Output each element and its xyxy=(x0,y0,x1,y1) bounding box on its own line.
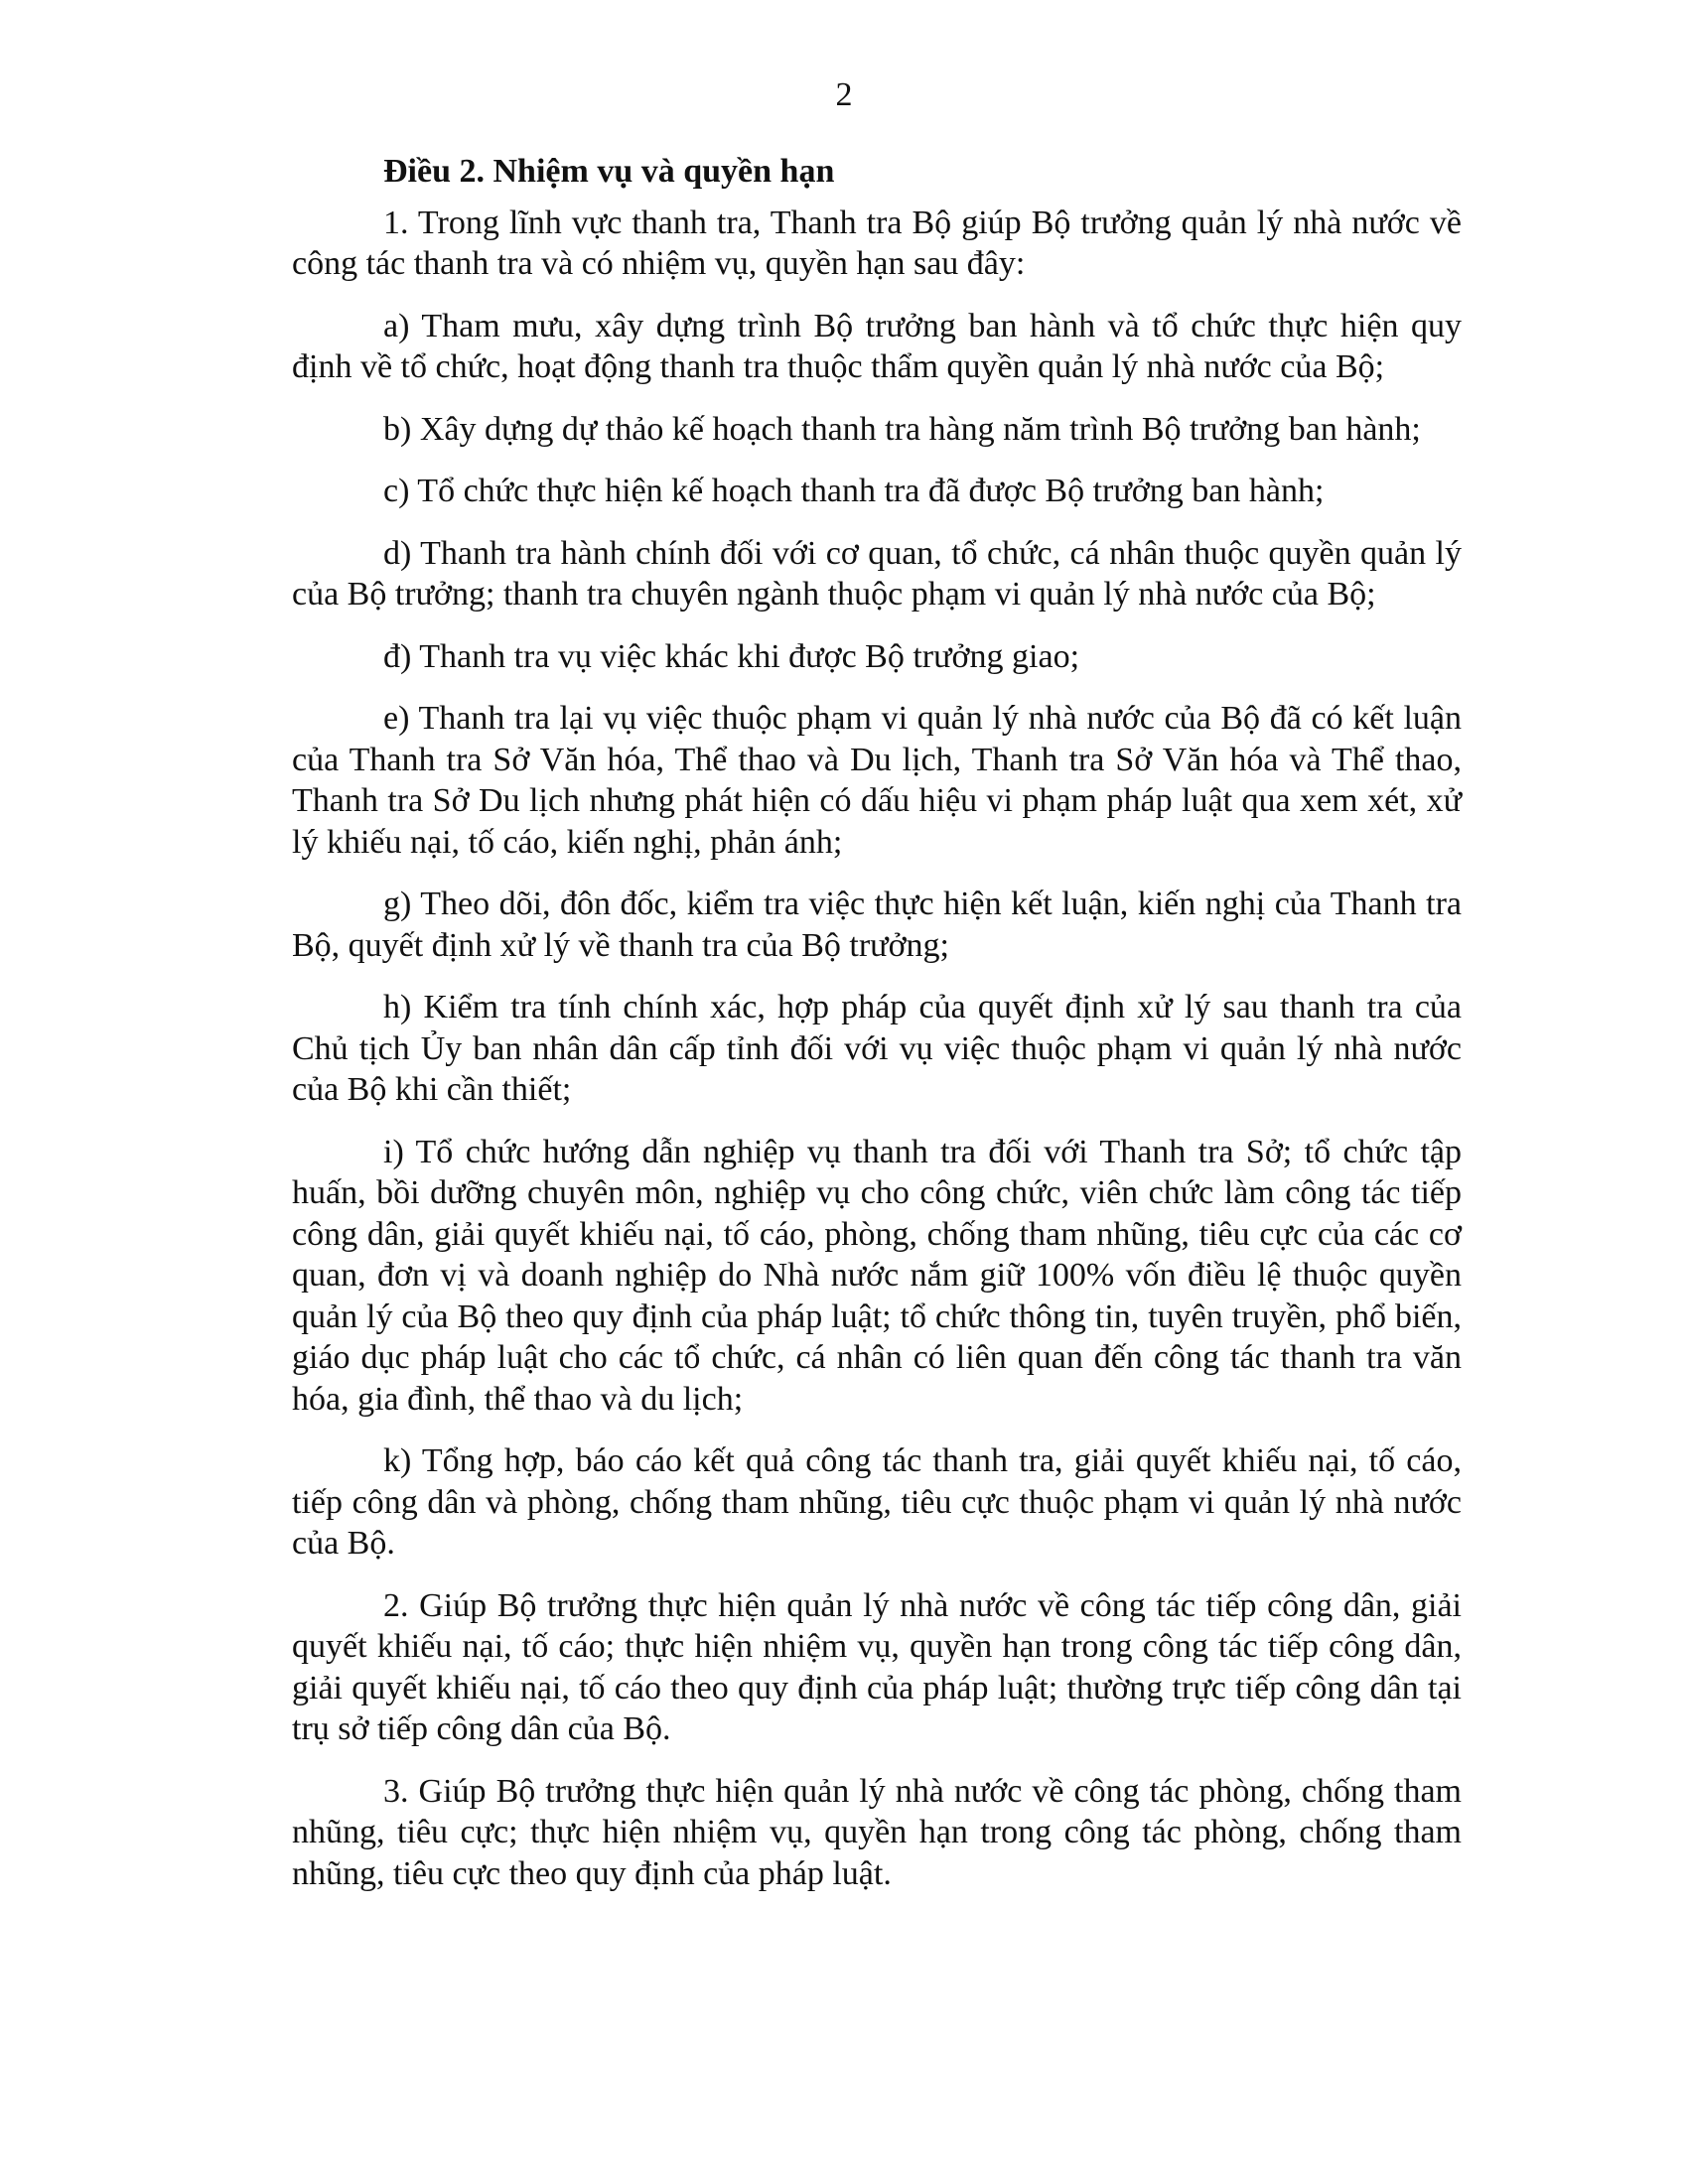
clause-1: 1. Trong lĩnh vực thanh tra, Thanh tra Bộ giúp Bộ trưởng quản lý nhà nước về công tác thanh tra và có nhiệm vụ, quyền hạn sau đây: xyxy=(292,204,1462,282)
item-a: a) Tham mưu, xây dựng trình Bộ trưởng ban hành và tổ chức thực hiện quy định về tổ chức, hoạt động thanh tra thuộc thẩm quyền quản lý nhà nước của Bộ; xyxy=(292,307,1462,385)
page-number: 2 xyxy=(835,76,853,113)
article-body xyxy=(292,151,1462,1915)
item-dd: đ) Thanh tra vụ việc khác khi được Bộ trưởng giao; xyxy=(383,637,1080,675)
item-i: i) Tổ chức hướng dẫn nghiệp vụ thanh tra đối với Thanh tra Sở; tổ chức tập huấn, bồi dưỡng chuyên môn, nghiệp vụ cho công chức, viên chức làm công tác tiếp công dân, giải quyết khiếu nại, tố cáo, phòng, chống tham nhũng, tiêu cực của các cơ quan, đơn vị và doanh nghiệp do Nhà nước nắm giữ 100% vốn điều lệ thuộc quyền quản lý của Bộ theo quy định của pháp luật; tổ chức thông tin, tuyên truyền, phổ biến, giáo dục pháp luật cho các tổ chức, cá nhân có liên quan đến công tác thanh tra văn hóa, gia đình, thể thao và du lịch; xyxy=(292,1133,1462,1418)
clause-2: 2. Giúp Bộ trưởng thực hiện quản lý nhà nước về công tác tiếp công dân, giải quyết khiếu nại, tố cáo; thực hiện nhiệm vụ, quyền hạn trong công tác tiếp công dân, giải quyết khiếu nại, tố cáo theo quy định của pháp luật; thường trực tiếp công dân tại trụ sở tiếp công dân của Bộ. xyxy=(292,1586,1462,1747)
article-title: Điều 2. Nhiệm vụ và quyền hạn xyxy=(383,153,835,190)
clause-3: 3. Giúp Bộ trưởng thực hiện quản lý nhà nước về công tác phòng, chống tham nhũng, tiêu cực; thực hiện nhiệm vụ, quyền hạn trong công tác phòng, chống tham nhũng, tiêu cực theo quy định của pháp luật. xyxy=(292,1772,1462,1892)
item-d: d) Thanh tra hành chính đối với cơ quan, tổ chức, cá nhân thuộc quyền quản lý của Bộ trưởng; thanh tra chuyên ngành thuộc phạm vi quản lý nhà nước của Bộ; xyxy=(292,534,1462,613)
item-b: b) Xây dựng dự thảo kế hoạch thanh tra hàng năm trình Bộ trưởng ban hành; xyxy=(383,410,1421,448)
item-c: c) Tổ chức thực hiện kế hoạch thanh tra đã được Bộ trưởng ban hành; xyxy=(383,473,1325,509)
item-k: k) Tổng hợp, báo cáo kết quả công tác thanh tra, giải quyết khiếu nại, tố cáo, tiếp công dân và phòng, chống tham nhũng, tiêu cực thuộc phạm vi quản lý nhà nước của Bộ. xyxy=(292,1442,1462,1562)
item-g: g) Theo dõi, đôn đốc, kiểm tra việc thực hiện kết luận, kiến nghị của Thanh tra Bộ, quyết định xử lý về thanh tra của Bộ trưởng; xyxy=(292,886,1462,964)
item-e: e) Thanh tra lại vụ việc thuộc phạm vi quản lý nhà nước của Bộ đã có kết luận của Thanh tra Sở Văn hóa, Thể thao và Du lịch, Thanh tra Sở Văn hóa và Thể thao, Thanh tra Sở Du lịch nhưng phát hiện có dấu hiệu vi phạm pháp luật qua xem xét, xử lý khiếu nại, tố cáo, kiến nghị, phản ánh; xyxy=(292,700,1462,861)
item-h: h) Kiểm tra tính chính xác, hợp pháp của quyết định xử lý sau thanh tra của Chủ tịch Ủy ban nhân dân cấp tỉnh đối với vụ việc thuộc phạm vi quản lý nhà nước của Bộ khi cần thiết; xyxy=(292,989,1462,1108)
